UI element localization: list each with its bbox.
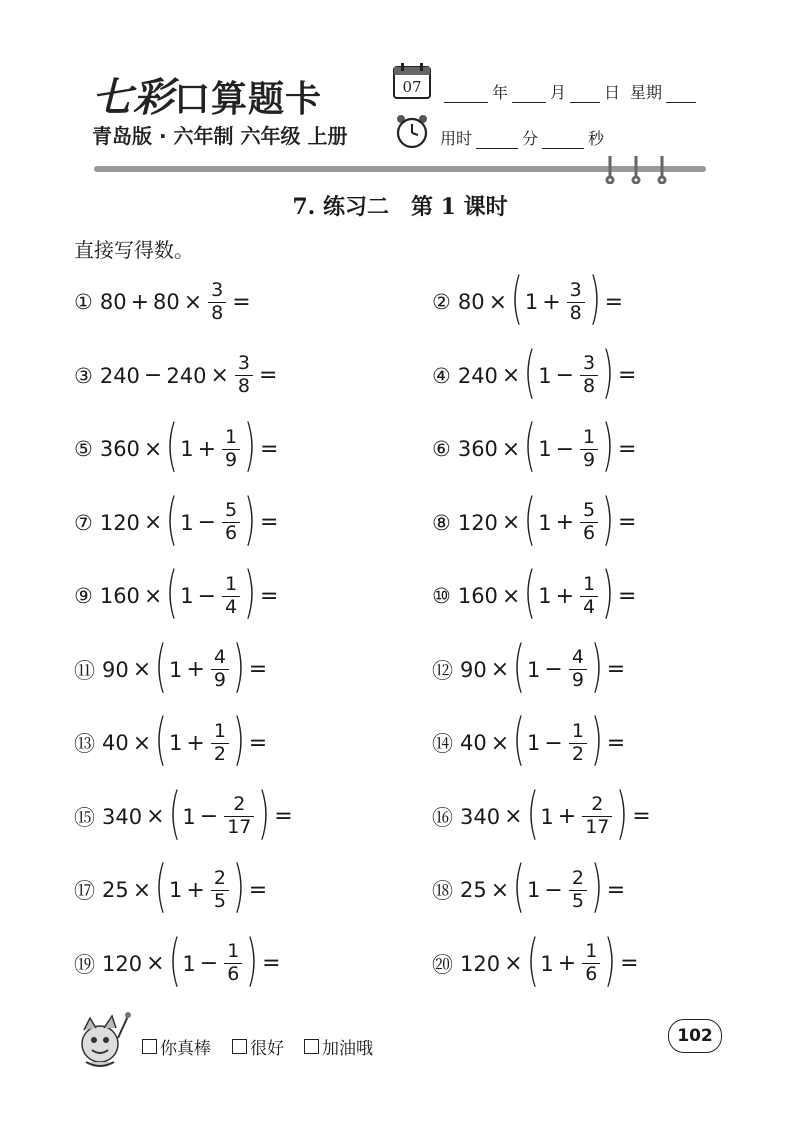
- equals-sign: =: [259, 510, 279, 535]
- operator: −: [143, 363, 163, 388]
- operand-a: 120: [460, 951, 501, 976]
- fraction: [580, 501, 598, 544]
- left-paren: (: [166, 486, 179, 552]
- fraction-numerator: 3: [237, 352, 250, 375]
- rating-good-checkbox[interactable]: [232, 1039, 247, 1054]
- equals-sign: =: [606, 657, 626, 682]
- operand-one: 1: [169, 731, 183, 755]
- left-paren: (: [524, 339, 537, 405]
- operand-one: 1: [538, 584, 552, 608]
- brand-logo-text: 口算题卡: [174, 79, 323, 120]
- fraction-numerator: 4: [213, 646, 226, 669]
- operand-a: 25: [102, 878, 129, 902]
- fraction: [211, 719, 229, 765]
- problem-item: [432, 266, 626, 332]
- times-sign: ×: [183, 289, 203, 315]
- weekday-label: 星期: [630, 83, 663, 102]
- fraction: [235, 354, 253, 397]
- operator: +: [197, 436, 217, 462]
- times-sign: ×: [132, 730, 152, 756]
- minute-blank[interactable]: [476, 134, 518, 149]
- operator: +: [130, 289, 149, 315]
- operator: −: [197, 510, 217, 535]
- problem-number: ⑪: [74, 658, 95, 683]
- fraction-denominator: 9: [211, 669, 229, 691]
- fraction-denominator: 8: [208, 302, 226, 324]
- fraction-denominator: 6: [582, 963, 600, 985]
- fraction: [222, 425, 240, 471]
- times-sign: ×: [132, 657, 152, 682]
- fraction-numerator: 1: [571, 719, 584, 742]
- edition-label: 青岛版 · 六年制 六年级 上册: [92, 124, 348, 148]
- operand-one: 1: [527, 731, 541, 755]
- operand-one: 1: [180, 584, 194, 608]
- problem-number: ⑬: [74, 732, 95, 756]
- fraction-numerator: 3: [211, 278, 224, 301]
- fraction-numerator: 1: [213, 719, 226, 742]
- operand-one: 1: [169, 878, 183, 902]
- right-paren: ): [604, 927, 617, 993]
- right-paren: ): [590, 707, 603, 772]
- equals-sign: =: [632, 804, 651, 829]
- left-paren: (: [155, 707, 168, 772]
- equals-sign: =: [606, 877, 626, 903]
- fraction-numerator: 2: [233, 793, 246, 816]
- times-sign: ×: [490, 657, 510, 682]
- operator: +: [186, 877, 205, 903]
- binder-rings-icon: [598, 154, 678, 184]
- equals-sign: =: [274, 804, 293, 829]
- operand-one: 1: [527, 657, 541, 682]
- left-paren: (: [513, 854, 526, 919]
- brand-logo: [92, 66, 322, 123]
- times-sign: ×: [504, 804, 523, 829]
- fraction-numerator: 5: [583, 499, 596, 522]
- operand-a: 360: [457, 437, 498, 461]
- operand-a: 240: [99, 363, 140, 388]
- problem-item: [74, 854, 270, 920]
- problem-number: ⑧: [432, 510, 451, 535]
- fraction-numerator: 5: [225, 499, 238, 522]
- problem-number: ⑰: [74, 879, 95, 903]
- rating-keep-going-checkbox[interactable]: [304, 1039, 319, 1054]
- fraction-denominator: 5: [211, 890, 229, 912]
- equals-sign: =: [258, 363, 278, 388]
- operand-one: 1: [169, 657, 183, 682]
- fraction-denominator: 8: [580, 375, 598, 397]
- times-sign: ×: [490, 730, 510, 756]
- equals-sign: =: [620, 951, 639, 976]
- operand-one: 1: [538, 363, 552, 388]
- fraction: [580, 425, 598, 471]
- fraction: [569, 648, 587, 691]
- operand-a: 80: [457, 290, 485, 314]
- operand-a: 90: [102, 657, 129, 682]
- date-line: [440, 80, 700, 103]
- fraction-numerator: 1: [227, 940, 240, 963]
- problem-number: ⑭: [432, 732, 453, 756]
- problem-number: ①: [74, 290, 93, 314]
- year-label: 年: [492, 83, 509, 102]
- instruction: 直接写得数。: [74, 238, 194, 262]
- rating-keep-going[interactable]: [304, 1034, 373, 1059]
- fraction: [211, 866, 229, 912]
- operand-a: 40: [460, 731, 487, 755]
- fraction-denominator: 6: [580, 522, 598, 544]
- left-paren: (: [524, 560, 537, 625]
- problem-number: ③: [74, 363, 93, 388]
- month-label: 月: [550, 83, 567, 102]
- problem-number: ⑥: [432, 437, 451, 461]
- operand-a: 25: [460, 878, 487, 902]
- fraction: [582, 942, 600, 985]
- operator: +: [186, 657, 205, 682]
- fraction-denominator: 17: [224, 816, 254, 838]
- fraction: [224, 795, 254, 838]
- fraction-denominator: 2: [569, 743, 587, 765]
- fraction-numerator: 1: [585, 940, 598, 963]
- operand-a: 80: [99, 290, 127, 314]
- operator: −: [544, 730, 563, 756]
- right-paren: ): [232, 707, 245, 772]
- right-paren: ): [602, 486, 615, 552]
- fraction-denominator: 4: [222, 596, 240, 618]
- problem-item: [74, 346, 280, 406]
- equals-sign: =: [604, 289, 624, 315]
- right-paren: ): [258, 780, 271, 846]
- operator: +: [555, 510, 575, 535]
- problem-item: [432, 707, 628, 773]
- problem-number: ②: [432, 290, 451, 314]
- operand-b: 240: [166, 363, 207, 388]
- equals-sign: =: [248, 877, 268, 903]
- times-sign: ×: [504, 951, 523, 976]
- problem-item: [432, 486, 639, 553]
- left-paren: (: [155, 633, 168, 699]
- operand-one: 1: [538, 510, 552, 535]
- fraction-denominator: 9: [569, 669, 587, 691]
- times-sign: ×: [143, 436, 163, 462]
- fraction: [222, 501, 240, 544]
- problem-number: ⑦: [74, 510, 93, 535]
- fraction-numerator: 1: [225, 425, 238, 448]
- fraction: [580, 354, 598, 397]
- time-line: [440, 126, 604, 149]
- right-paren: ): [590, 633, 603, 699]
- operand-a: 120: [99, 510, 140, 535]
- left-paren: (: [513, 633, 526, 699]
- fraction-numerator: 3: [569, 278, 582, 301]
- operand-a: 90: [460, 657, 487, 682]
- problem-item: [432, 560, 639, 626]
- left-paren: (: [524, 486, 537, 552]
- problem-item: [432, 780, 654, 847]
- operand-a: 160: [99, 584, 140, 608]
- equals-sign: =: [262, 951, 281, 976]
- fraction-denominator: 4: [580, 596, 598, 618]
- brand-logo-swash: 七彩: [92, 75, 174, 121]
- problem-number: ⑲: [74, 952, 95, 977]
- problem-item: [432, 927, 642, 994]
- equals-sign: =: [617, 436, 637, 462]
- problem-item: [74, 633, 270, 700]
- fraction: [211, 648, 229, 691]
- left-paren: (: [168, 780, 181, 846]
- times-sign: ×: [490, 877, 510, 903]
- fraction: [567, 278, 585, 324]
- operand-one: 1: [182, 951, 196, 976]
- problem-item: [432, 339, 639, 406]
- problem-item: [432, 854, 628, 920]
- day-blank[interactable]: [570, 88, 600, 103]
- fraction-numerator: 1: [583, 425, 596, 448]
- equals-sign: =: [232, 289, 251, 315]
- left-paren: (: [510, 266, 523, 331]
- fraction: [569, 719, 587, 765]
- times-sign: ×: [146, 804, 165, 829]
- lesson-title: 7. 练习二 第 1 课时: [292, 194, 508, 220]
- equals-sign: =: [248, 730, 268, 756]
- fraction-denominator: 6: [224, 963, 242, 985]
- operand-a: 120: [102, 951, 143, 976]
- fraction-numerator: 1: [225, 572, 238, 595]
- operator: +: [557, 951, 577, 976]
- fraction: [580, 572, 598, 618]
- left-paren: (: [168, 927, 181, 993]
- right-paren: ): [244, 560, 257, 625]
- fraction-denominator: 6: [222, 522, 240, 544]
- problem-number: ⑩: [432, 584, 451, 608]
- rating-great[interactable]: [142, 1034, 211, 1059]
- operator: +: [542, 289, 561, 315]
- fraction-denominator: 5: [569, 890, 587, 912]
- fraction-numerator: 3: [583, 352, 596, 375]
- operator: −: [199, 804, 219, 829]
- fraction-numerator: 4: [571, 646, 584, 669]
- minute-label: 分: [522, 129, 539, 148]
- fraction: [208, 278, 226, 324]
- problem-number: ⑱: [432, 879, 453, 903]
- operator: +: [555, 583, 575, 609]
- rating-great-checkbox[interactable]: [142, 1039, 157, 1054]
- operand-one: 1: [540, 951, 554, 976]
- problem-number: ⑳: [432, 952, 453, 977]
- operand-a: 340: [102, 804, 143, 829]
- operator: −: [544, 657, 563, 682]
- weekday-blank[interactable]: [666, 88, 696, 103]
- fraction-denominator: 8: [567, 302, 585, 324]
- fraction-denominator: 9: [222, 449, 240, 471]
- left-paren: (: [155, 854, 168, 919]
- second-label: 秒: [588, 129, 605, 148]
- time-used-label: 用时: [440, 129, 473, 148]
- left-paren: (: [166, 560, 179, 625]
- equals-sign: =: [606, 730, 626, 756]
- operator: +: [557, 804, 577, 829]
- operator: −: [555, 436, 575, 462]
- operand-one: 1: [527, 878, 541, 902]
- operand-a: 160: [457, 584, 498, 608]
- right-paren: ): [602, 413, 615, 478]
- problem-number: ⑮: [74, 805, 95, 830]
- times-sign: ×: [501, 436, 521, 462]
- fraction: [582, 795, 612, 838]
- times-sign: ×: [488, 289, 507, 315]
- problem-number: ⑯: [432, 805, 453, 830]
- operator: −: [544, 877, 563, 903]
- equals-sign: =: [259, 583, 279, 609]
- times-sign: ×: [146, 951, 165, 976]
- fraction-numerator: 2: [591, 793, 604, 816]
- problem-number: ④: [432, 363, 451, 388]
- clock-icon: [394, 113, 430, 149]
- rating-great-label: 你真棒: [160, 1039, 211, 1059]
- day-label: 日: [604, 83, 621, 102]
- calendar-day: 07: [402, 78, 422, 96]
- rating-good[interactable]: [232, 1034, 284, 1059]
- problem-item: [74, 927, 284, 994]
- operand-one: 1: [180, 437, 194, 461]
- operand-one: 1: [180, 510, 194, 535]
- times-sign: ×: [501, 363, 521, 388]
- right-paren: ): [244, 413, 257, 478]
- fraction: [224, 942, 242, 985]
- left-paren: (: [524, 413, 537, 478]
- operand-a: 240: [457, 363, 498, 388]
- problem-item: [432, 633, 628, 700]
- right-paren: ): [590, 854, 603, 919]
- second-blank[interactable]: [542, 134, 584, 149]
- operand-a: 40: [102, 731, 129, 755]
- problem-item: [74, 272, 254, 332]
- operand-one: 1: [538, 437, 552, 461]
- operand-a: 340: [460, 804, 501, 829]
- times-sign: ×: [143, 510, 163, 535]
- right-paren: ): [602, 560, 615, 625]
- operator: +: [186, 730, 205, 756]
- fraction-denominator: 2: [211, 743, 229, 765]
- mascot-icon: [70, 1008, 134, 1072]
- problem-item: [74, 707, 270, 773]
- left-paren: (: [166, 413, 179, 478]
- operand-one: 1: [540, 804, 554, 829]
- times-sign: ×: [501, 583, 521, 609]
- fraction-denominator: 17: [582, 816, 612, 838]
- equals-sign: =: [248, 657, 268, 682]
- year-blank[interactable]: [444, 88, 488, 103]
- operator: −: [197, 583, 217, 609]
- equals-sign: =: [617, 363, 637, 388]
- right-paren: ): [244, 486, 257, 552]
- month-blank[interactable]: [512, 88, 546, 103]
- equals-sign: =: [617, 510, 637, 535]
- page-number: 102: [668, 1019, 722, 1053]
- problem-item: [432, 413, 639, 479]
- problem-number: ⑨: [74, 584, 93, 608]
- rating-good-label: 很好: [250, 1039, 284, 1059]
- calendar-icon: [392, 62, 432, 100]
- right-paren: ): [602, 339, 615, 405]
- problem-item: [74, 486, 281, 553]
- fraction: [222, 572, 240, 618]
- left-paren: (: [513, 707, 526, 772]
- right-paren: ): [232, 854, 245, 919]
- operand-a: 360: [99, 437, 140, 461]
- operand-a: 120: [457, 510, 498, 535]
- operand-one: 1: [524, 290, 539, 314]
- problem-number: ⑫: [432, 658, 453, 683]
- right-paren: ): [588, 266, 601, 331]
- fraction: [569, 866, 587, 912]
- operand-one: 1: [182, 804, 196, 829]
- operator: −: [199, 951, 219, 976]
- times-sign: ×: [210, 363, 229, 388]
- problem-item: [74, 413, 281, 479]
- fraction-denominator: 8: [235, 375, 253, 397]
- fraction-denominator: 9: [580, 449, 598, 471]
- times-sign: ×: [132, 877, 152, 903]
- right-paren: ): [232, 633, 245, 699]
- fraction-numerator: 1: [583, 572, 596, 595]
- left-paren: (: [526, 927, 539, 993]
- fraction-numerator: 2: [213, 866, 226, 889]
- equals-sign: =: [259, 436, 279, 462]
- fraction-numerator: 2: [571, 866, 584, 889]
- operand-b: 80: [153, 290, 180, 314]
- operator: −: [555, 363, 575, 388]
- problem-item: [74, 780, 296, 847]
- equals-sign: =: [617, 583, 637, 609]
- times-sign: ×: [143, 583, 163, 609]
- right-paren: ): [246, 927, 259, 993]
- left-paren: (: [526, 780, 539, 846]
- problem-number: ⑤: [74, 437, 93, 461]
- right-paren: ): [616, 780, 629, 846]
- rating-keep-going-label: 加油哦: [322, 1039, 373, 1059]
- problem-item: [74, 560, 281, 626]
- times-sign: ×: [501, 510, 521, 535]
